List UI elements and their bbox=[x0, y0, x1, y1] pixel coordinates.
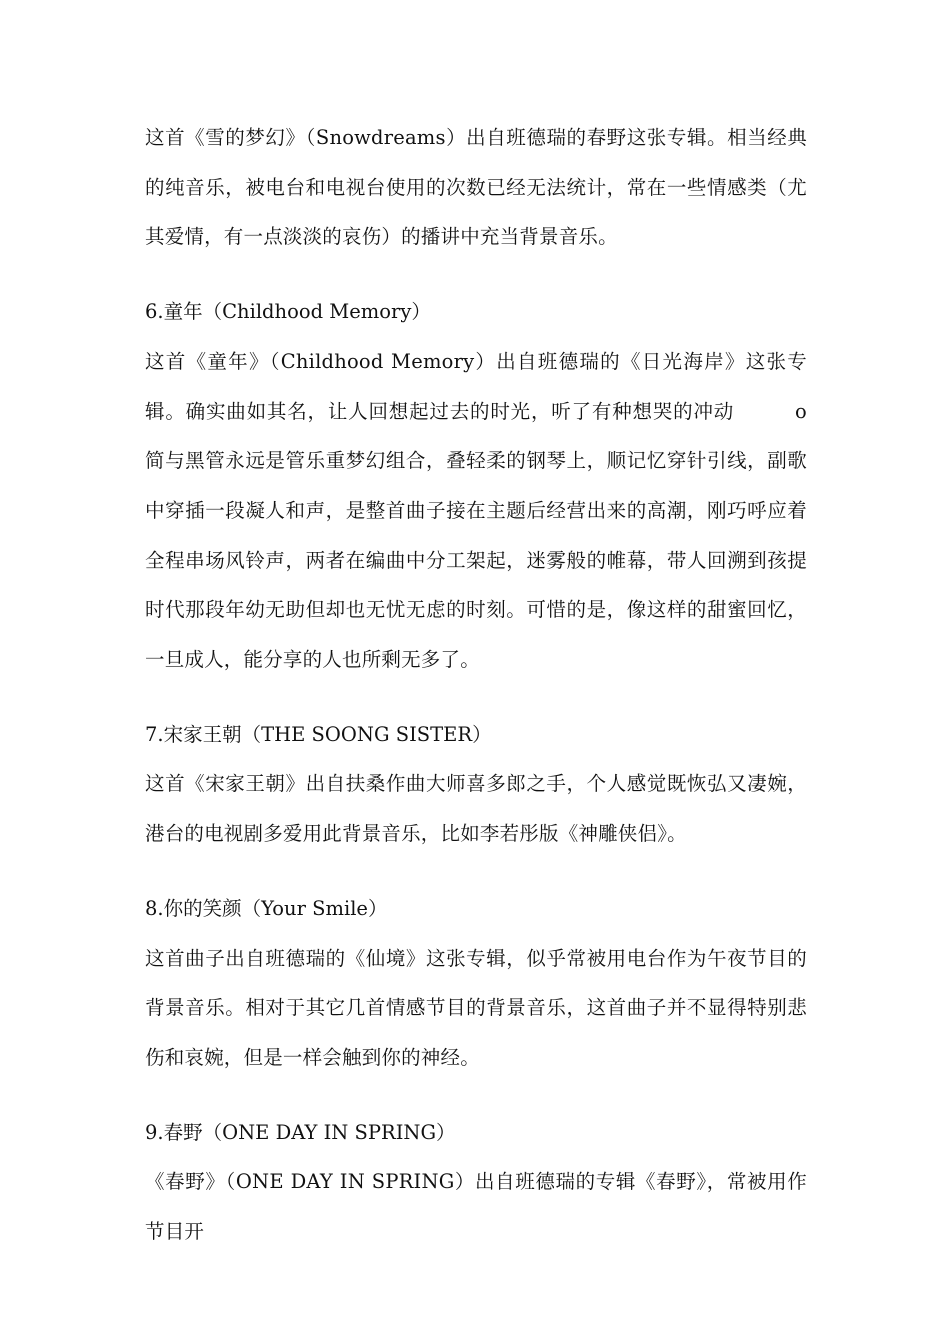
paragraph-snowdreams: 这首《雪的梦幻》（Snowdreams）出自班德瑞的春野这张专辑。相当经典的纯音乐，被电台和电视台使用的次数已经无法统计，常在一些情感类（尤其爱情，有一点淡淡的哀伤）的播讲中充当背景音乐。 bbox=[145, 126, 807, 249]
spacer bbox=[145, 1083, 807, 1108]
document-body bbox=[145, 113, 807, 1257]
spacer bbox=[145, 685, 807, 710]
paragraph-your-smile: 这首曲子出自班德瑞的《仙境》这张专辑，似乎常被用电台作为午夜节目的背景音乐。相对于其它几首情感节目的背景音乐，这首曲子并不显得特别悲伤和哀婉，但是一样会触到你的神经。 bbox=[145, 946, 807, 1069]
heading-your-smile: 8.你的笑颜（Your Smile） bbox=[145, 896, 388, 920]
paragraph-soong-sister: 这首《宋家王朝》出自扶桑作曲大师喜多郎之手，个人感觉既恢弘又凄婉，港台的电视剧多爱用此背景音乐，比如李若彤版《神雕侠侣》。 bbox=[145, 772, 807, 846]
heading-childhood-memory: 6.童年（Childhood Memory） bbox=[145, 300, 431, 324]
paragraph-childhood-memory: 这首《童年》（Childhood Memory）出自班德瑞的《日光海岸》这张专辑。确实曲如其名，让人回想起过去的时光，听了有种想哭的冲动 o简与黑管永远是管乐重梦幻组合，叠轻柔的钢琴上，顺记忆穿针引线，副歌中穿插一段凝人和声，是整首曲子接在主题后经营出来的高潮，刚巧呼应着全程串场风铃声，两者在编曲中分工架起，迷雾般的帷幕，带人回溯到孩提时代那段年幼无助但却也无忧无虑的时刻。可惜的是，像这样的甜蜜回忆，一旦成人，能分享的人也所剩无多了。 bbox=[145, 349, 807, 672]
paragraph-one-day-in-spring: 《春野》（ONE DAY IN SPRING）出自班德瑞的专辑《春野》，常被用作节目开 bbox=[145, 1170, 807, 1244]
spacer bbox=[145, 262, 807, 287]
spacer bbox=[145, 859, 807, 884]
heading-soong-sister: 7.宋家王朝（THE SOONG SISTER） bbox=[145, 722, 492, 746]
heading-one-day-in-spring: 9.春野（ONE DAY IN SPRING） bbox=[145, 1120, 456, 1144]
